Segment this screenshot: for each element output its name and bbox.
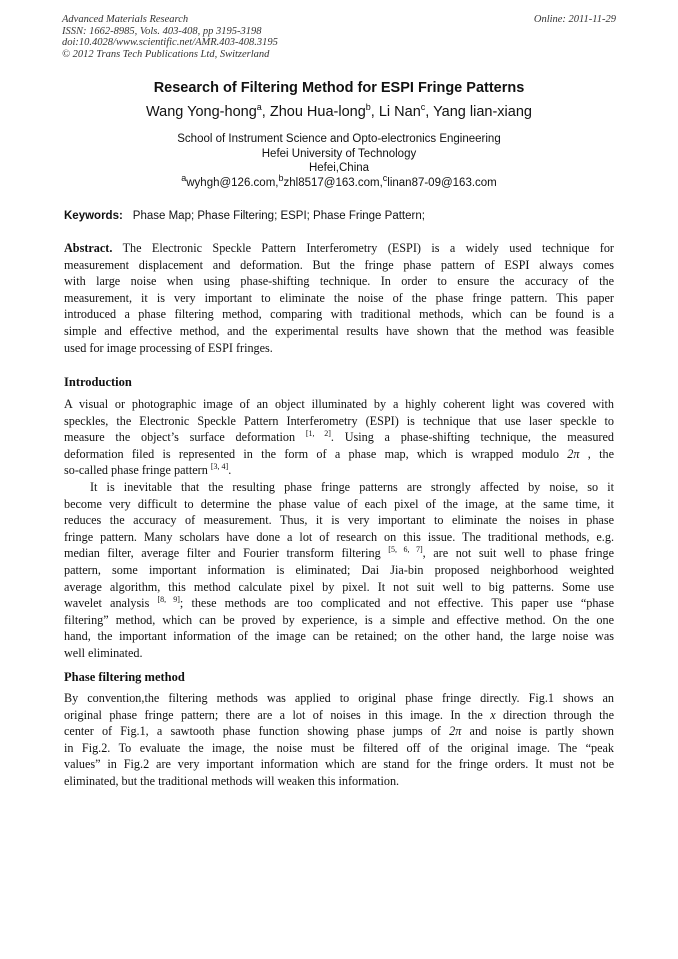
- online-date: Online: 2011-11-29: [533, 14, 616, 25]
- phase-filtering-heading: Phase filtering method: [64, 670, 185, 684]
- citation: [3, 4]: [210, 462, 229, 472]
- body-line: well eliminated.: [64, 645, 143, 660]
- body-line: in Fig.2. To evaluate the image, the noise must be filtered off of the original image. The “peak: [64, 740, 614, 755]
- author-name: Wang Yong-hong: [146, 104, 257, 120]
- body-line: It is inevitable that the resulting phase fringe patterns are strongly affected by noise, so it: [90, 480, 614, 494]
- body-line: so-called phase fringe pattern [3, 4].: [64, 462, 232, 478]
- citation: [5, 6, 7]: [388, 545, 423, 555]
- affiliation-city: Hefei,China: [308, 162, 370, 175]
- author-mark: c: [420, 102, 426, 113]
- email-link[interactable]: wyhgh@126.com,: [186, 176, 279, 189]
- author-name: Li Nan: [378, 104, 421, 120]
- body-line: become very difficult to determine the phase value of each pixel of the image, at the same time, it: [64, 496, 614, 511]
- affiliation-block: [0, 132, 678, 190]
- body-line: eliminated, but the traditional methods will weaken this information.: [64, 773, 400, 788]
- math-2pi: 2π: [449, 724, 462, 739]
- author-name: Yang lian-xiang: [433, 104, 532, 120]
- body-line: values” in Fig.2 are very important information which are stand for the fringe orders. It must not be: [64, 757, 614, 772]
- affiliation-school: School of Instrument Science and Opto-electronics Engineering: [177, 133, 501, 145]
- body-line: measure the object’s surface deformation [1, 2]. Using a phase-shifting technique, the measured: [64, 429, 614, 445]
- email-mark: c: [382, 172, 388, 183]
- abstract-line: introduced a phase filtering method, comparing with traditional methods, which can be found is a: [64, 307, 614, 322]
- body-line: wavelet analysis [8, 9]; these methods are too complicated and not effective. This paper use “phase: [64, 595, 614, 611]
- body-line: filtering” method, which can be proved by experience, is a simple and effective method. On the one: [64, 612, 614, 627]
- introduction-paragraph-1: [64, 396, 614, 479]
- abstract-label: Abstract.: [64, 241, 113, 255]
- keywords-line: [64, 210, 624, 222]
- body-line: reduces the accuracy of measurement. Thus, it is very important to eliminate the noises in phase: [64, 513, 614, 528]
- journal-name: Advanced Materials Research: [62, 14, 189, 25]
- author-mark: a: [256, 102, 262, 113]
- citation: [8, 9]: [157, 595, 180, 605]
- body-line: hand, the important information of the image can be retained; on the other hand, the large noise was: [64, 629, 614, 644]
- author-list: Wang Yong-hong$^a$, Zhou Hua-long$^b$, Li Nan$^c$, Yang lian-xiang: [146, 102, 532, 120]
- abstract-paragraph: [64, 240, 614, 356]
- introduction-heading: Introduction: [64, 375, 132, 389]
- citation: [1, 2]: [305, 429, 331, 439]
- abstract-line: with large noise when using phase-shifting technique. In order to ensure the accuracy of the: [64, 274, 614, 289]
- keywords-label: Keywords:: [64, 210, 123, 222]
- body-line: A visual or photographic image of an object illuminated by a highly coherent light was covered with: [64, 397, 614, 411]
- body-line: pattern, some important information is eliminated; Dai Jia-bin proposed neighborhood weighted: [64, 562, 614, 577]
- journal-issn: ISSN: 1662-8985, Vols. 403-408, pp 3195-3198: [62, 25, 262, 37]
- body-line: deformation filed is represented in the form of a phase map, which is wrapped modulo 2π , the: [64, 446, 614, 461]
- email-link[interactable]: zhl8517@163.com,: [283, 176, 383, 189]
- body-line: original phase fringe pattern; there are a lot of noises in this image. In the x direction through the: [64, 707, 614, 722]
- body-line: By convention,the filtering methods was applied to original phase fringe directly. Fig.1 shows an: [64, 691, 614, 705]
- affiliation-university: Hefei University of Technology: [261, 147, 417, 160]
- body-line: fringe pattern. Many scholars have done a lot of research on this issue. The traditional methods, e.g.: [64, 529, 614, 544]
- journal-header: [62, 14, 616, 60]
- math-x: x: [490, 707, 496, 722]
- math-2pi: 2π: [567, 446, 580, 461]
- abstract-line: Abstract. The Electronic Speckle Pattern Interferometry (ESPI) is a widely used technique for: [64, 241, 614, 255]
- author-name: Zhou Hua-long: [269, 104, 366, 120]
- email-mark: a: [181, 172, 187, 183]
- keywords-text: Phase Map; Phase Filtering; ESPI; Phase Fringe Pattern;: [132, 210, 425, 222]
- journal-copyright: © 2012 Trans Tech Publications Ltd, Switzerland: [62, 48, 270, 60]
- abstract-line: measurement displacement and deformation. But the fringe phase pattern of ESPI always comes: [64, 257, 614, 272]
- paper-title: Research of Filtering Method for ESPI Fringe Patterns: [153, 80, 525, 96]
- phase-filtering-paragraph: [64, 690, 614, 790]
- abstract-line: simple and effective method, and the experimental results have shown that the method was feasible: [64, 323, 614, 338]
- abstract-line: used for image processing of ESPI fringes.: [64, 340, 273, 355]
- introduction-paragraph-2: [64, 479, 614, 662]
- email-mark: b: [278, 172, 284, 183]
- author-emails: [0, 172, 678, 191]
- email-link[interactable]: linan87-09@163.com: [387, 176, 497, 189]
- body-line: center of Fig.1, a sawtooth phase function showing phase jumps of 2π and noise is partly shown: [64, 724, 614, 739]
- body-line: average algorithm, this method calculate pixel by pixel. It not suit well to big patterns. Some use: [64, 579, 614, 594]
- journal-doi: doi:10.4028/www.scientific.net/AMR.403-408.3195: [62, 37, 278, 49]
- abstract-line: measurement, it is very important to eliminate the noise of the phase fringe pattern. This paper: [64, 290, 614, 305]
- body-line: speckles, the Electronic Speckle Pattern Interferometry (ESPI) is technique that use laser speckle to: [64, 413, 614, 428]
- body-line: median filter, average filter and Fourier transform filtering [5, 6, 7], are not suit well to phase fringe: [64, 545, 614, 561]
- author-mark: b: [365, 102, 371, 113]
